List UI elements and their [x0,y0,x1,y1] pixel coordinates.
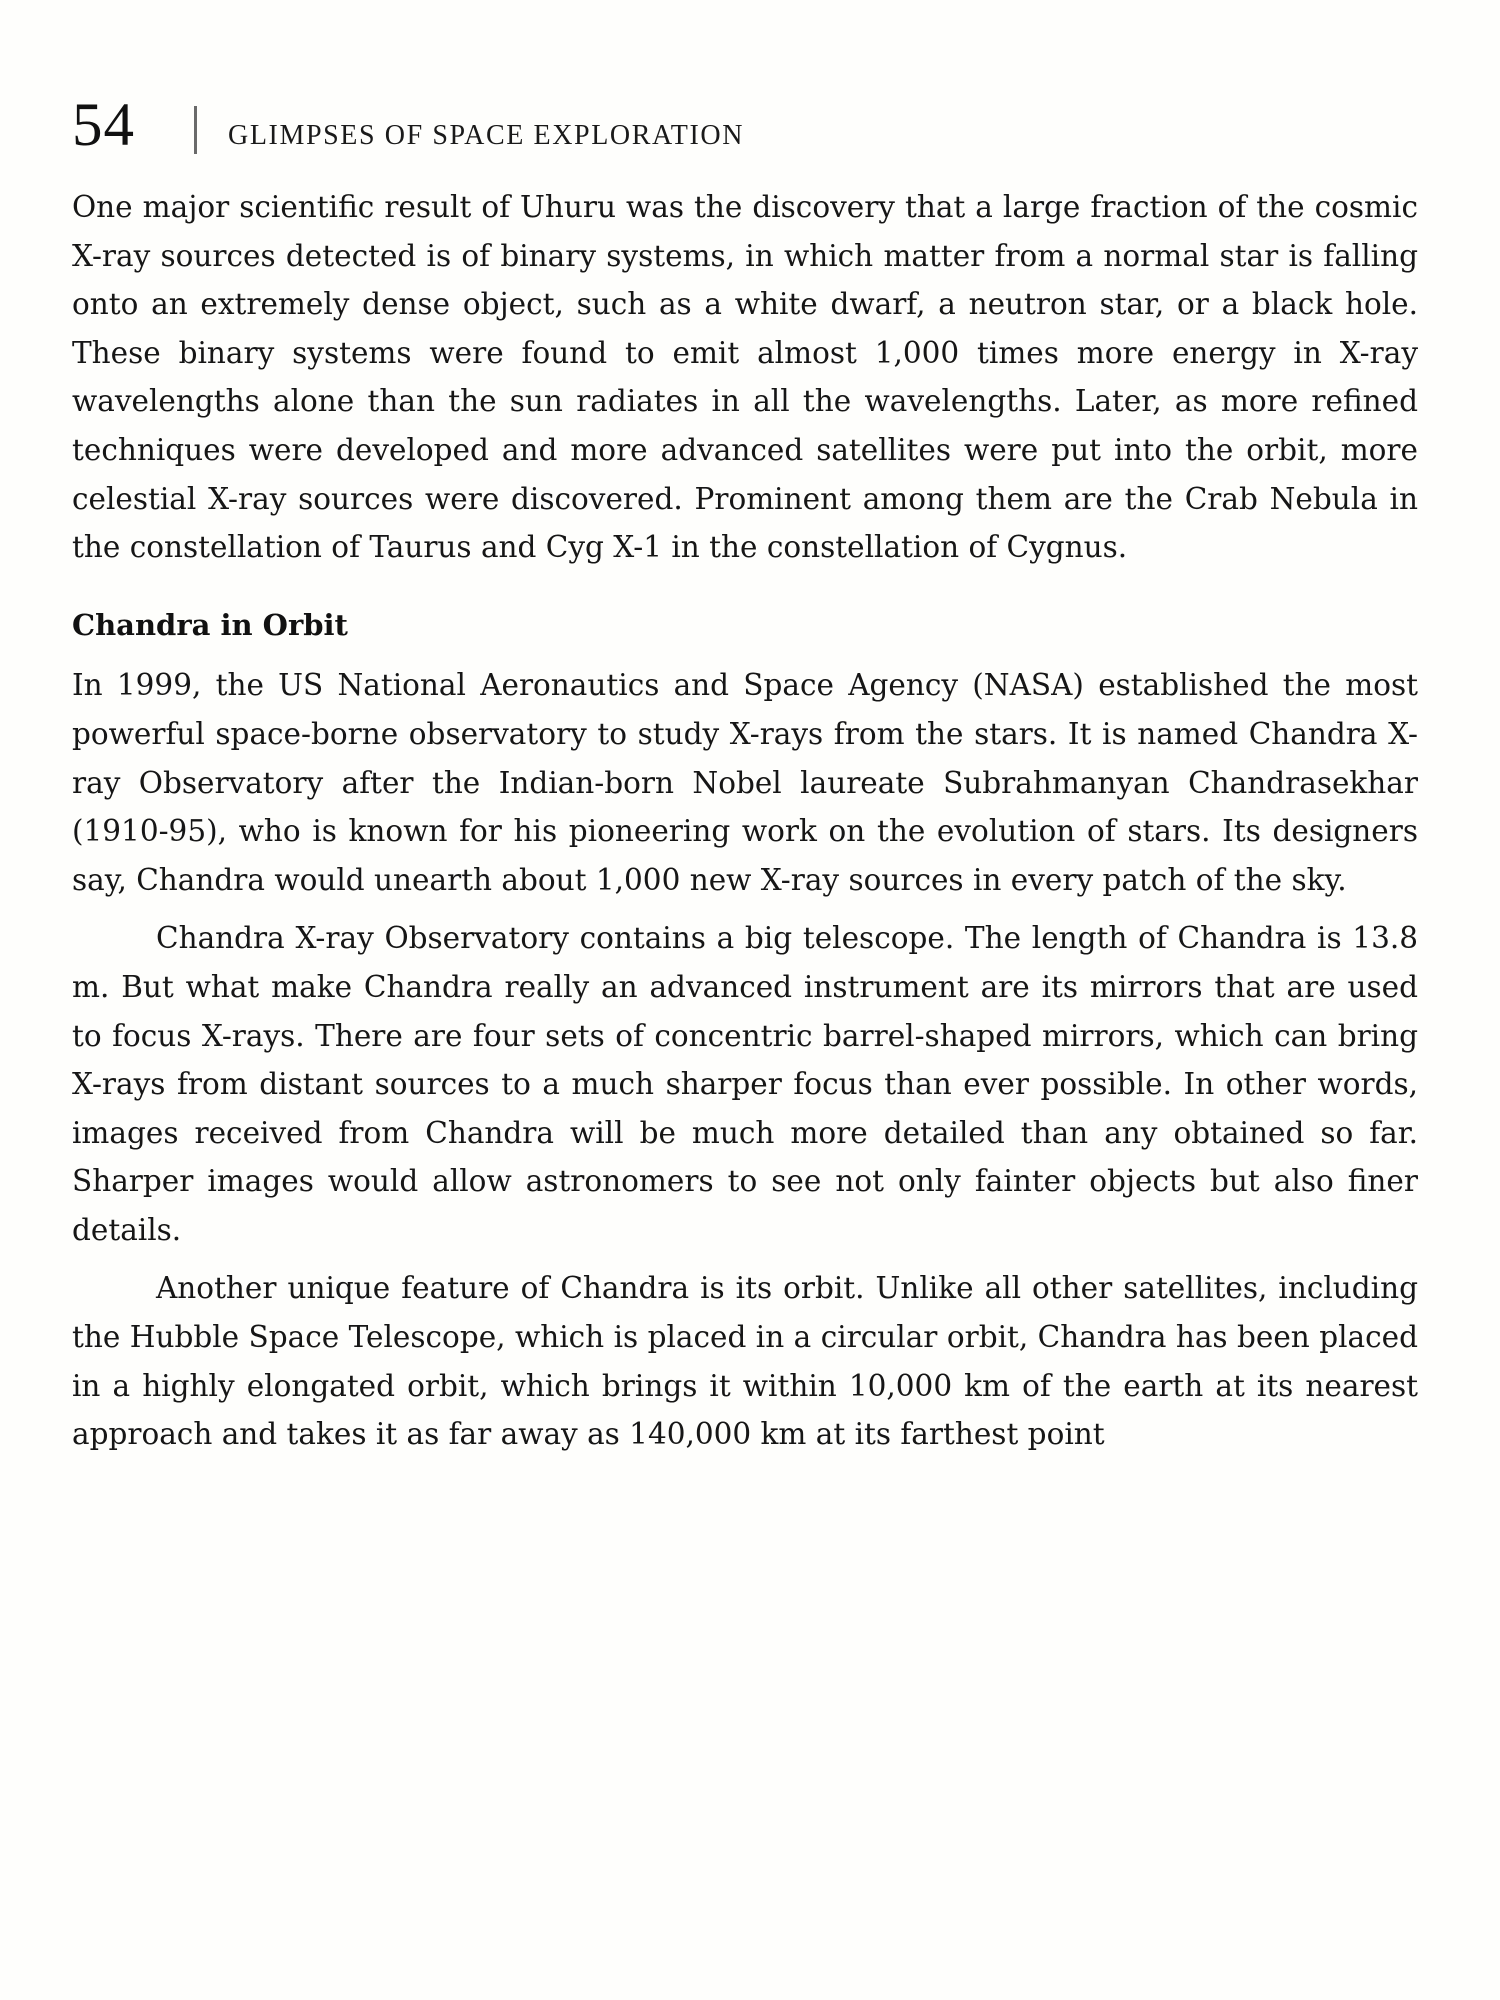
header-divider [194,106,197,154]
section-heading: Chandra in Orbit [72,607,348,642]
paragraph-chandra-orbit: Another unique feature of Chandra is its orbit. Unlike all other satellites, including the Hubble Space Telescope, which is placed in a circular orbit, Chandra has been placed in a highly elongated orbit, which brings it within 10,000 km of the earth at its nearest approach and takes it as far away as 140,000 km at its farthest point [72,1271,1418,1452]
page-number: 54 [72,92,135,159]
paragraph-chandra-established: In 1999, the US National Aeronautics and Space Agency (NASA) established the most powerful space-borne observatory to study X-rays from the stars. It is named Chandra X-ray Observatory after the Indian-born Nobel laureate Subrahmanyan Chandrasekhar (1910-95), who is known for his pioneering work on the evolution of stars. Its designers say, Chandra would unearth about 1,000 new X-ray sources in every patch of the sky. [72,668,1418,897]
running-head [72,92,745,159]
paragraph-uhuru-results: One major scientific result of Uhuru was the discovery that a large fraction of the cosmic X-ray sources detected is of binary systems, in which matter from a normal star is falling onto an extremely dense object, such as a white dwarf, a neutron star, or a black hole. These binary systems were found to emit almost 1,000 times more energy in X-ray wavelengths alone than the sun radiates in all the wavelengths. Later, as more refined techniques were developed and more advanced satellites were put into the orbit, more celestial X-ray sources were discovered. Prominent among them are the Crab Nebula in the constellation of Taurus and Cyg X-1 in the constellation of Cygnus. [72,190,1418,565]
running-title: GLIMPSES OF SPACE EXPLORATION [228,120,745,151]
body-text [72,183,1418,1459]
paragraph-chandra-telescope: Chandra X-ray Observatory contains a big telescope. The length of Chandra is 13.8 m. But what make Chandra really an advanced instrument are its mirrors that are used to focus X-rays. There are four sets of concentric barrel-shaped mirrors, which can bring X-rays from distant sources to a much sharper focus than ever possible. In other words, images received from Chandra will be much more detailed than any obtained so far. Sharper images would allow astronomers to see not only fainter objects but also finer details. [72,921,1418,1247]
